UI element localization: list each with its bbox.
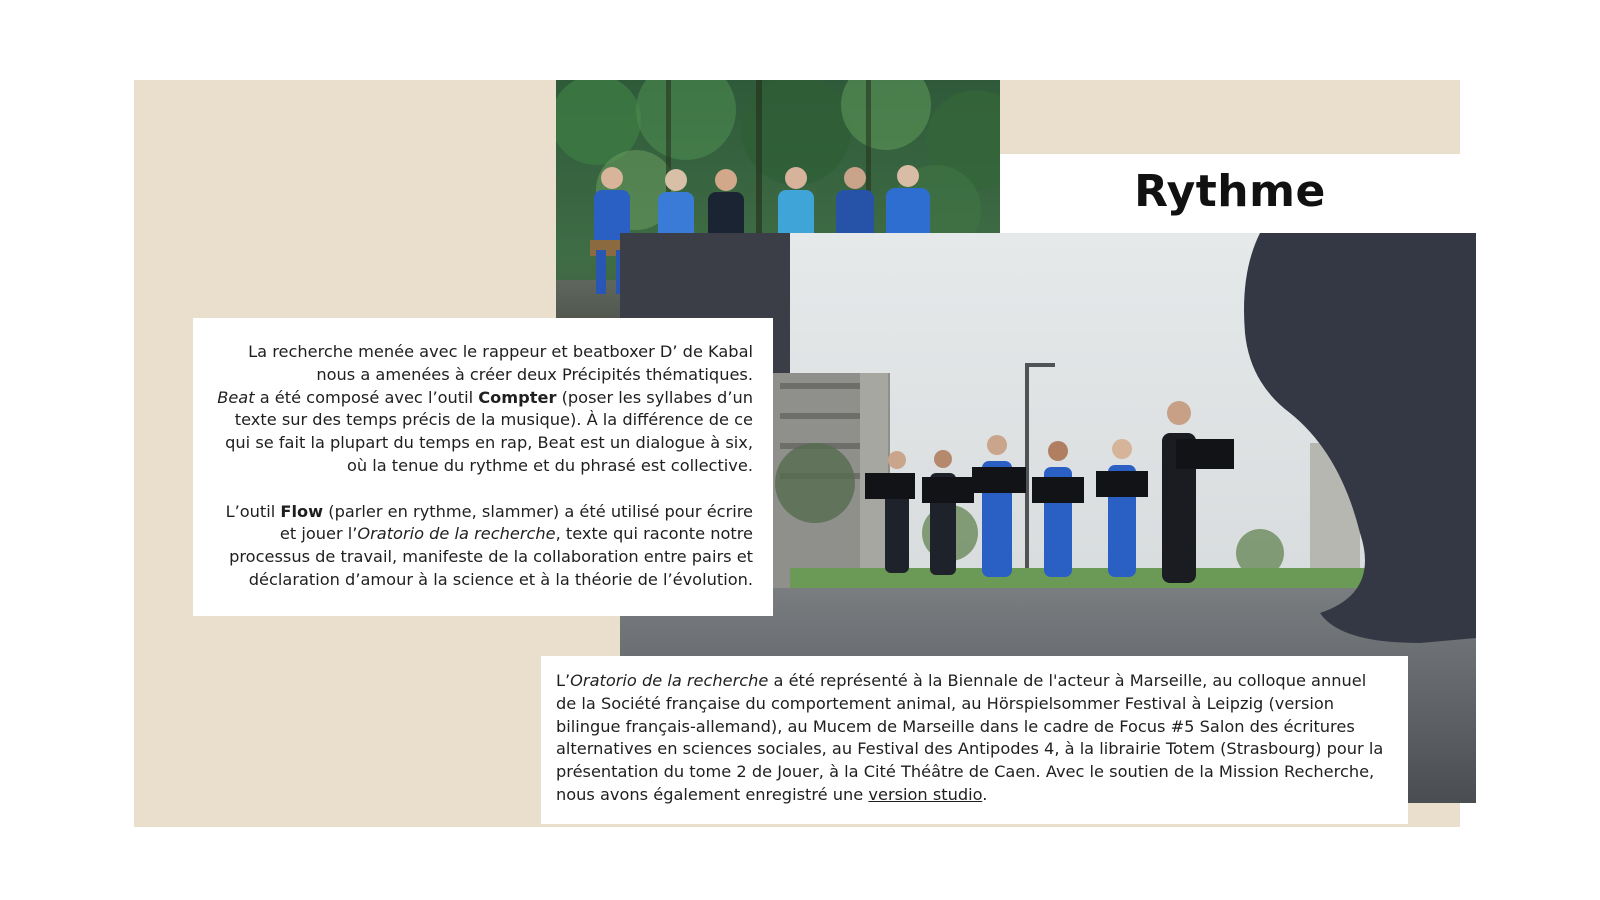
title-box <box>1000 154 1460 233</box>
compter-tool: Compter <box>478 387 557 407</box>
paragraph-oratorio-performances <box>556 670 1390 807</box>
oratorio-text-b: a été représenté à la Biennale de l'acteur à Marseille, au colloque annuel de la Société française du comportement animal, au Hörspielsommer Festival à Leipzig (version bilingue français-allemand), au Mucem de Marseille dans le cadre de Focus #5 Salon des écritures alternatives en sciences sociales, au Festival des Antipodes 4, à la librairie Totem (Strasbourg) pour la présentation du tome 2 de Jouer, à la Cité Théâtre de Caen. Avec le soutien de la Mission Recherche, nous avons également enregistré une <box>556 671 1384 804</box>
flow-text-a: L’outil <box>225 501 281 521</box>
bottom-text-box <box>541 656 1408 824</box>
paragraph-intro: La recherche menée avec le rappeur et beatboxer D’ de Kabal nous a amenées à créer deux Précipités thématiques. <box>248 342 753 384</box>
oratorio-title-bottom: Oratorio de la recherche <box>570 671 769 690</box>
paragraph-flow <box>211 501 753 592</box>
beat-text-a: a été composé avec l’outil <box>254 387 479 407</box>
left-text-box <box>193 318 773 616</box>
oratorio-title: Oratorio de la recherche <box>357 524 556 544</box>
oratorio-text-a: L’ <box>556 671 571 690</box>
oratorio-text-end: . <box>982 784 988 804</box>
version-studio-link[interactable]: version studio <box>868 784 983 804</box>
flow-text-c: , texte qui raconte notre processus de travail, manifeste de la collaboration entre pairs et déclaration d’amour à la science et à la théorie de l’évolution. <box>229 524 753 589</box>
beat-text-b: (poser les syllabes d’un texte sur des temps précis de la musique). À la différence de ce qui se fait la plupart du temps en rap, Beat est un dialogue à six, où la tenue du rythme et du phrasé est collective. <box>225 387 753 475</box>
paragraph-beat <box>211 387 753 478</box>
slide-title: Rythme <box>1134 166 1326 217</box>
flow-tool: Flow <box>280 501 324 521</box>
flow-text-b: (parler en rythme, slammer) a été utilisé pour écrire et jouer l’ <box>279 501 753 544</box>
beat-title: Beat <box>217 387 255 407</box>
